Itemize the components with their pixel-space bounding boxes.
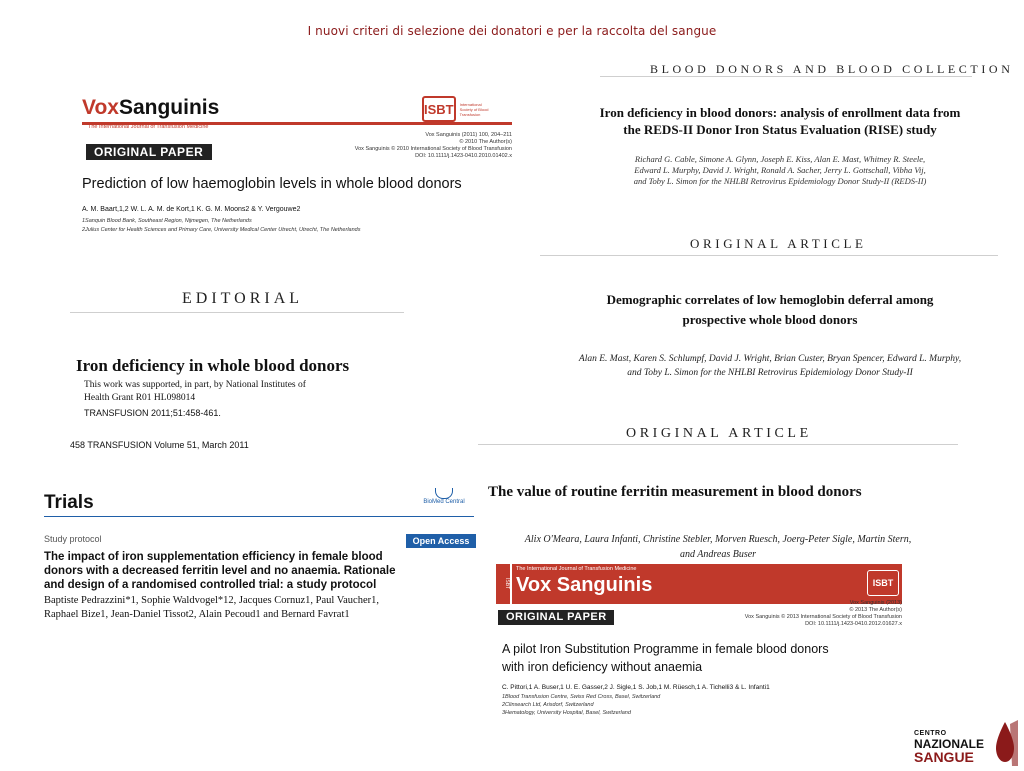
author-line: and Toby L. Simon for the NHLBI Retrovirus Epidemiology Donor Study-II <box>627 368 913 378</box>
vox-sanguinis-clip-1 <box>82 96 512 241</box>
affiliation: 3Hematology, University Hospital, Basel, Switzerland <box>502 710 631 716</box>
demographic-clip <box>530 288 1010 388</box>
section-header: ORIGINAL ARTICLE <box>690 236 867 251</box>
support-note <box>84 379 306 405</box>
title-line: Iron deficiency in blood donors: analysis of enrollment data from <box>599 105 961 120</box>
article-authors <box>560 154 1000 187</box>
original-paper-banner: ORIGINAL PAPER <box>498 610 614 625</box>
article-authors <box>44 594 476 622</box>
meta-line: Vox Sanguinis (2013) <box>849 600 902 606</box>
title-line: A pilot Iron Substitution Programme in female blood donors <box>502 642 829 656</box>
affiliation: 1Sanquin Blood Bank, Southeast Region, Nijmegen, The Netherlands <box>82 218 252 224</box>
editorial-clip <box>70 290 410 455</box>
article-authors <box>478 532 958 562</box>
ferritin-clip <box>478 424 958 564</box>
meta-line: Vox Sanguinis © 2013 International Society of Blood Transfusion <box>744 614 902 620</box>
article-title <box>502 640 829 676</box>
trials-logo: Trials <box>44 492 94 513</box>
affiliation: 2Clinsearch Ltd, Arisdorf, Switzerland <box>502 702 594 708</box>
section-header: BLOOD DONORS AND BLOOD COLLECTION <box>650 62 1014 76</box>
meta-line: © 2013 The Author(s) <box>849 607 902 613</box>
section-header: EDITORIAL <box>182 290 304 307</box>
article-title <box>560 104 1000 138</box>
support-line: This work was supported, in part, by National Institutes of <box>84 380 306 390</box>
author-line: Baptiste Pedrazzini*1, Sophie Waldvogel*12, Jacques Cornuz1, Paul Vaucher1, <box>44 595 379 606</box>
vox-logo-left: Vox <box>82 96 119 119</box>
meta-line: Vox Sanguinis © 2010 International Society of Blood Transfusion <box>354 146 512 152</box>
isbt-logo: ISBT <box>867 570 899 596</box>
title-line: and design of a randomised controlled trial: a study protocol <box>44 579 377 591</box>
title-line: The impact of iron supplementation efficiency in female blood <box>44 551 383 563</box>
article-title: Prediction of low haemoglobin levels in whole blood donors <box>82 176 462 192</box>
page-footer: 458 TRANSFUSION Volume 51, March 2011 <box>70 440 249 450</box>
header-rule <box>478 444 958 445</box>
author-line: Raphael Bize1, Jean-Daniel Tissot2, Alain Pecoud1 and Bernard Favrat1 <box>44 609 350 620</box>
blood-donors-clip <box>540 56 1020 256</box>
title-line: the REDS-II Donor Iron Status Evaluation (RISE) study <box>623 122 937 137</box>
meta-line: DOI: 10.1111/j.1423-0410.2012.01627.x <box>805 621 902 627</box>
isbt-logo-box: ISBT <box>422 96 456 122</box>
journal-tagline: The International Journal of Transfusion Medicine <box>88 124 209 130</box>
title-line: Demographic correlates of low hemoglobin deferral among <box>606 292 934 307</box>
isbt-logo-text: International Society of Blood Transfusion <box>459 101 489 117</box>
drop-icon-svg <box>992 720 1018 766</box>
biomed-text: BioMed Central <box>423 499 465 505</box>
original-paper-banner: ORIGINAL PAPER <box>86 144 212 160</box>
title-line: prospective whole blood donors <box>682 312 858 327</box>
support-line: Health Grant R01 HL098014 <box>84 393 196 403</box>
affiliation: 2Julius Center for Health Sciences and Primary Care, University Medical Center Utrecht, Utrecht, The Netherlands <box>82 227 361 233</box>
author-line: Richard G. Cable, Simone A. Glynn, Joseph E. Kiss, Alan E. Mast, Whitney R. Steele, <box>634 154 926 164</box>
vox-logo: Vox Sanguinis <box>516 574 653 596</box>
article-title: Iron deficiency in whole blood donors <box>76 356 350 375</box>
article-title: The value of routine ferritin measurement in blood donors <box>488 484 862 500</box>
vox-sanguinis-clip-2 <box>496 564 906 714</box>
citation: TRANSFUSION 2011;51:458-461. <box>84 408 221 418</box>
title-line: with iron deficiency without anaemia <box>502 660 703 674</box>
header-rule <box>600 76 972 77</box>
slide-title: I nuovi criteri di selezione dei donatori e per la raccolta del sangue <box>307 24 717 38</box>
meta-line: © 2010 The Author(s) <box>459 139 512 145</box>
article-authors: A. M. Baart,1,2 W. L. A. M. de Kort,1 K. G. M. Moons2 & Y. Vergouwe2 <box>82 206 301 213</box>
header-rule <box>540 255 998 256</box>
vox-logo <box>82 96 219 120</box>
centro-nazionale-sangue-logo <box>914 720 1020 766</box>
paper-meta <box>696 600 902 628</box>
article-title <box>530 290 1010 330</box>
author-line: and Toby L. Simon for the NHLBI Retrovirus Epidemiology Donor Study-II (REDS-II) <box>633 176 927 186</box>
article-title <box>44 550 476 592</box>
paper-meta <box>352 132 512 160</box>
header-rule <box>70 312 404 313</box>
author-line: and Andreas Buser <box>679 549 757 560</box>
cns-line2: NAZIONALE <box>914 737 984 751</box>
affiliation: 1Blood Transfusion Centre, Swiss Red Cross, Basel, Switzerland <box>502 694 661 700</box>
trials-clip <box>44 488 476 628</box>
author-line: Alan E. Mast, Karen S. Schlumpf, David J. Wright, Brian Custer, Bryan Spencer, Edward L. Murphy, <box>578 354 962 364</box>
title-line: donors with a decreased ferritin level and no anaemia. Rationale <box>44 565 396 577</box>
side-band: ISBT <box>496 564 510 604</box>
vox-red-header <box>512 564 902 604</box>
drop-icon <box>992 720 1018 766</box>
vox-logo-right: Sanguinis <box>118 96 220 119</box>
article-authors <box>530 352 1010 380</box>
article-authors: C. Pittori,1 A. Buser,1 U. E. Gasser,2 J. Sigle,1 S. Job,1 M. Rüesch,1 A. Tichelli3 & L. Infanti1 <box>502 684 770 691</box>
section-header: ORIGINAL ARTICLE <box>626 426 812 441</box>
journal-tagline: The International Journal of Transfusion Medicine <box>516 566 637 572</box>
isbt-logo <box>422 96 492 122</box>
biomed-logo <box>414 488 474 505</box>
author-line: Alix O'Meara, Laura Infanti, Christine Stebler, Morven Ruesch, Joerg-Peter Sigle, Martin Stern, <box>524 534 912 545</box>
meta-line: Vox Sanguinis (2011) 100, 204–211 <box>425 132 512 138</box>
section-label: Study protocol <box>44 534 102 544</box>
open-access-badge: Open Access <box>406 534 476 548</box>
header-rule <box>44 516 474 517</box>
biomed-icon <box>435 488 453 499</box>
meta-line: DOI: 10.1111/j.1423-0410.2010.01402.x <box>415 153 512 159</box>
author-line: Edward L. Murphy, David J. Wright, Ronald A. Sacher, Jerry L. Gottschall, Vibha Vij, <box>634 165 926 175</box>
cns-line1: CENTRO <box>914 730 947 737</box>
cns-line3: SANGUE <box>914 749 974 765</box>
